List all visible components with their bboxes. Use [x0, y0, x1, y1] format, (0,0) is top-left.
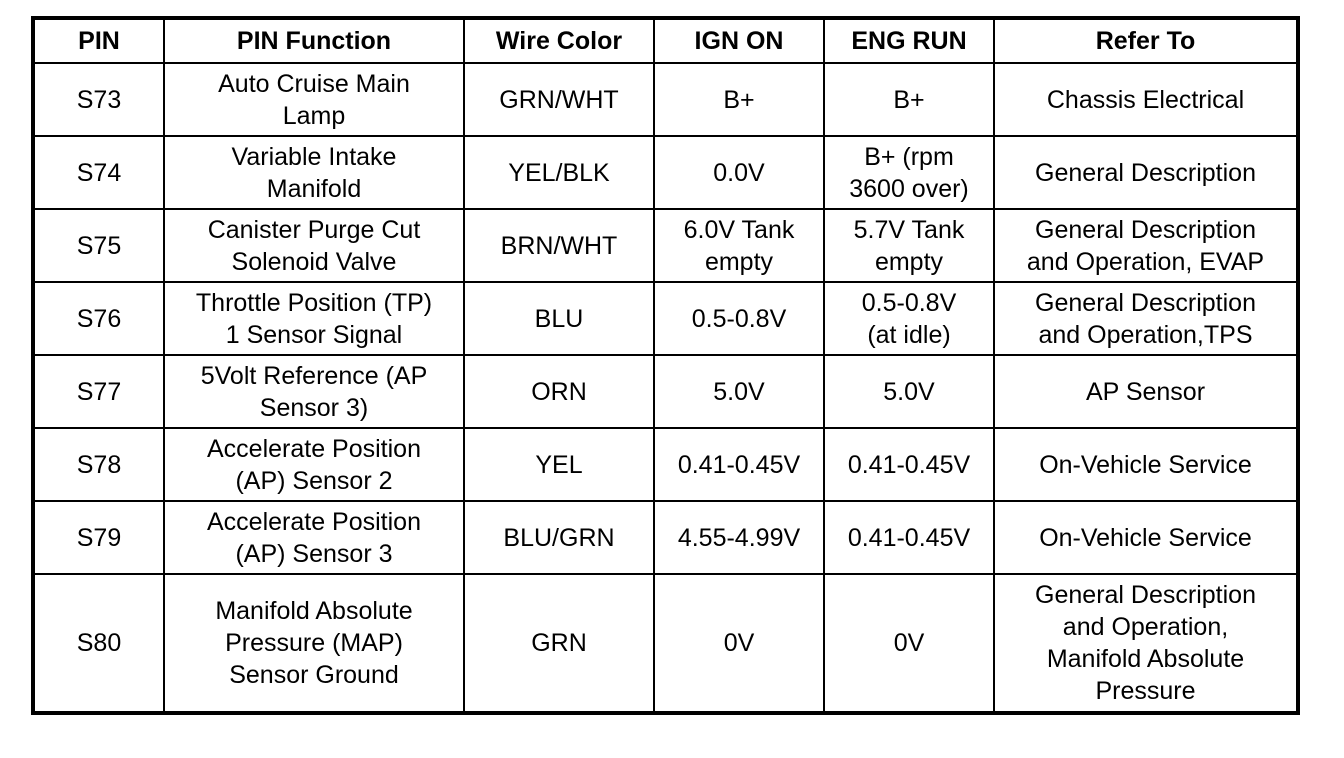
table-row	[33, 209, 1298, 282]
cell-pin-function: Auto Cruise Main Lamp	[164, 63, 464, 136]
header-pin: PIN	[33, 18, 164, 63]
cell-pin-function: Throttle Position (TP) 1 Sensor Signal	[164, 282, 464, 355]
cell-ign-on: 4.55-4.99V	[654, 501, 824, 574]
table-row	[33, 63, 1298, 136]
cell-pin-function: Variable Intake Manifold	[164, 136, 464, 209]
table-row	[33, 501, 1298, 574]
cell-wire-color: ORN	[464, 355, 654, 428]
cell-ign-on: 0V	[654, 574, 824, 713]
cell-eng-run: 5.0V	[824, 355, 994, 428]
header-eng-run: ENG RUN	[824, 18, 994, 63]
cell-pin: S80	[33, 574, 164, 713]
cell-eng-run: B+ (rpm 3600 over)	[824, 136, 994, 209]
cell-wire-color: BLU	[464, 282, 654, 355]
cell-eng-run: B+	[824, 63, 994, 136]
cell-ign-on: 0.0V	[654, 136, 824, 209]
cell-eng-run: 5.7V Tank empty	[824, 209, 994, 282]
cell-eng-run: 0V	[824, 574, 994, 713]
cell-refer-to: General Description and Operation,TPS	[994, 282, 1298, 355]
cell-pin: S73	[33, 63, 164, 136]
cell-refer-to: AP Sensor	[994, 355, 1298, 428]
pin-table	[31, 16, 1300, 715]
header-refer-to: Refer To	[994, 18, 1298, 63]
cell-wire-color: GRN/WHT	[464, 63, 654, 136]
header-ign-on: IGN ON	[654, 18, 824, 63]
cell-ign-on: 5.0V	[654, 355, 824, 428]
cell-eng-run: 0.41-0.45V	[824, 428, 994, 501]
cell-wire-color: BRN/WHT	[464, 209, 654, 282]
table-row	[33, 574, 1298, 713]
cell-refer-to: Chassis Electrical	[994, 63, 1298, 136]
cell-refer-to: On-Vehicle Service	[994, 428, 1298, 501]
cell-wire-color: YEL	[464, 428, 654, 501]
cell-pin: S78	[33, 428, 164, 501]
table-row	[33, 428, 1298, 501]
cell-pin-function: 5Volt Reference (AP Sensor 3)	[164, 355, 464, 428]
cell-ign-on: 0.5-0.8V	[654, 282, 824, 355]
cell-eng-run: 0.5-0.8V (at idle)	[824, 282, 994, 355]
cell-refer-to: General Description	[994, 136, 1298, 209]
cell-ign-on: B+	[654, 63, 824, 136]
header-pin-function: PIN Function	[164, 18, 464, 63]
table-row	[33, 282, 1298, 355]
cell-wire-color: YEL/BLK	[464, 136, 654, 209]
cell-pin: S74	[33, 136, 164, 209]
table-row	[33, 355, 1298, 428]
header-wire-color: Wire Color	[464, 18, 654, 63]
cell-refer-to: General Description and Operation, Manifold Absolute Pressure	[994, 574, 1298, 713]
cell-refer-to: On-Vehicle Service	[994, 501, 1298, 574]
header-row	[33, 18, 1298, 63]
table-header	[33, 18, 1298, 63]
table-body	[33, 63, 1298, 713]
cell-refer-to: General Description and Operation, EVAP	[994, 209, 1298, 282]
cell-pin-function: Manifold Absolute Pressure (MAP) Sensor Ground	[164, 574, 464, 713]
cell-ign-on: 6.0V Tank empty	[654, 209, 824, 282]
cell-pin-function: Accelerate Position (AP) Sensor 2	[164, 428, 464, 501]
cell-pin: S76	[33, 282, 164, 355]
cell-pin-function: Accelerate Position (AP) Sensor 3	[164, 501, 464, 574]
cell-ign-on: 0.41-0.45V	[654, 428, 824, 501]
cell-pin: S79	[33, 501, 164, 574]
cell-wire-color: BLU/GRN	[464, 501, 654, 574]
cell-eng-run: 0.41-0.45V	[824, 501, 994, 574]
cell-wire-color: GRN	[464, 574, 654, 713]
cell-pin: S77	[33, 355, 164, 428]
table-row	[33, 136, 1298, 209]
cell-pin: S75	[33, 209, 164, 282]
cell-pin-function: Canister Purge Cut Solenoid Valve	[164, 209, 464, 282]
